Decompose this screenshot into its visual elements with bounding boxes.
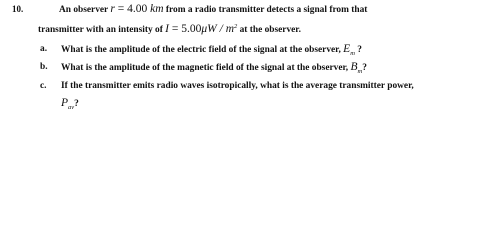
distance-variable: r <box>110 3 115 15</box>
item-c-question <box>61 80 414 92</box>
item-a-text: What is the amplitude of the electric field of the signal at the observer, <box>61 45 341 55</box>
problem-10 <box>0 0 504 118</box>
item-c-variable: P <box>61 97 69 109</box>
item-a-letter: a. <box>40 44 48 54</box>
problem-line-2 <box>38 23 301 36</box>
intensity-variable: I <box>165 23 170 35</box>
item-b-letter: b. <box>40 62 48 72</box>
line2-suffix: at the observer. <box>237 25 301 35</box>
item-c-subscript: av <box>68 103 75 111</box>
item-c-end: ? <box>74 99 79 109</box>
line1-suffix: from a radio transmitter detects a signal from that <box>163 5 368 15</box>
item-a-question <box>61 43 362 56</box>
item-b-end: ? <box>362 63 367 73</box>
item-c-letter: c. <box>40 81 47 91</box>
item-b-subscript: m <box>357 67 363 75</box>
item-b-question <box>61 61 367 74</box>
problem-line-1 <box>59 3 367 16</box>
item-b-text: What is the amplitude of the magnetic field of the signal at the observer, <box>61 63 349 73</box>
line2-prefix: transmitter with an intensity of <box>38 25 163 35</box>
distance-unit: km <box>150 3 164 15</box>
intensity-unit-area: / m <box>216 23 234 35</box>
intensity-unit-exponent: 2 <box>234 22 238 30</box>
intensity-equals: = 5.00 <box>169 23 202 35</box>
line1-prefix: An observer <box>59 5 109 15</box>
item-c-question-cont <box>61 97 79 110</box>
item-c-text: If the transmitter emits radio waves isotropically, what is the average transmitter power, <box>61 81 414 91</box>
item-a-variable: E <box>343 43 351 55</box>
intensity-unit-micro: μW <box>201 23 217 35</box>
problem-number: 10. <box>12 4 24 14</box>
item-a-subscript: m <box>350 49 355 57</box>
item-a-end: ? <box>357 45 362 55</box>
item-b-variable: B <box>350 61 358 73</box>
distance-equals: = 4.00 <box>114 3 151 15</box>
